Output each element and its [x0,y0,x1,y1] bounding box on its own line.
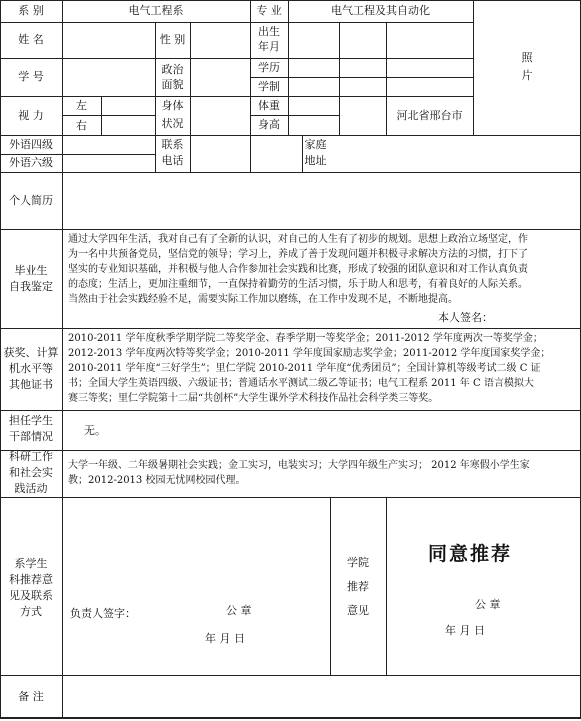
birth-label-line2: 年月 [258,40,280,53]
height-label: 身高 [258,118,280,131]
self-eval-text [68,232,576,307]
photo-label-line2: 片 [521,69,533,82]
rule [0,154,155,155]
research-text [68,458,576,488]
dept-value: 电气工程系 [128,4,184,17]
political-field[interactable] [191,59,250,96]
cadre-value: 无。 [84,424,106,437]
birth-label-line1: 出生 [258,25,280,38]
political-label-line1: 政治 [161,63,184,76]
vision-left-label: 左 [76,99,87,112]
awards-label-line1: 获奖、计算 [3,346,59,359]
political-label-line2: 面貌 [161,78,184,91]
college-recommend-label-line3: 意见 [347,604,369,617]
text-line: 2010-2011 学年度秋季学期学院二等奖学金、春季学期一等奖学金；2011-2012 学年度两次一等奖学金； [68,333,543,344]
awards-label-line3: 其他证书 [9,378,53,391]
dept-recommend-label-line4: 方式 [20,605,42,618]
vision-left-field[interactable] [102,97,155,115]
major-value: 电气工程及其自动化 [331,4,430,17]
awards-text [68,331,576,406]
rule [250,77,473,78]
seal-label-right: 公 章 [475,598,501,611]
dept-label: 系 别 [18,4,44,17]
name-field[interactable] [63,23,155,58]
resume-field[interactable] [63,173,580,229]
seal-label-left: 公 章 [226,604,252,617]
research-label-line2: 和社会实 [9,466,53,479]
date-label-left: 年 月 日 [205,632,245,645]
cadre-label-line1: 担任学生 [9,414,53,427]
signature-label: 本人签名： [438,311,493,324]
rule [0,450,581,451]
cet6-label: 外语六级 [9,156,53,169]
address-label-line1: 家庭 [304,138,327,151]
student-id-label: 学 号 [18,70,44,83]
text-line: 为一名中共预备党员，坚信党的领导；学习上，养成了善于发现问题并积极寻求解决方法的习惯，打下了 [68,249,528,260]
text-line: 的态度；生活上，更加注重细节，一直保持着勤劳的生活习惯，乐于助人和思考，有着良好的人际关系。 [68,279,528,290]
rule [0,96,473,97]
responsible-signature-label: 负责人签字： [70,607,136,620]
name-label: 姓 名 [18,33,44,46]
vision-right-field[interactable] [102,116,155,135]
remarks-label: 备 注 [18,690,44,703]
text-line: 教；2012-2013 校园无忧网校园代理。 [68,475,246,486]
text-line: 大学一年级、二年级暑期社会实践；金工实习，电装实习；大学四年级生产实习； 2012 年寒假小学生家 [68,460,530,471]
text-line: 当然由于社会实践经验不足，需要实际工作加以磨练，在工作中发现不足，不断地提高。 [68,294,458,305]
address-field[interactable] [330,136,580,172]
origin-value: 河北省邢台市 [396,109,463,122]
major-label: 专 业 [256,4,282,17]
phone-label-line1: 联系 [161,138,184,151]
dept-recommend-label-line1: 系学生 [14,557,48,570]
body-label-line1: 身体 [161,99,184,112]
rule [0,328,581,329]
cet4-label: 外语四级 [9,138,53,151]
text-line: 坚实的专业知识基础，并积极与他人合作参加社会实践和比赛，形成了较强的团队意识和对工作认真负责 [68,264,528,275]
schooling-label: 学制 [258,80,280,93]
phone-field[interactable] [191,136,302,172]
cadre-label-line2: 干部情况 [9,430,53,443]
rule [0,497,581,498]
awards-label-line2: 机水平等 [9,362,53,375]
college-recommend-stamp: 同意推荐 [428,543,513,565]
college-recommend-label-line2: 推荐 [347,580,369,593]
phone-label-line2: 电话 [161,154,184,167]
rule [250,115,339,116]
vision-label: 视 力 [18,109,44,122]
student-id-field[interactable] [63,59,155,96]
dept-recommend-label-line3: 见及联系 [9,589,53,602]
remarks-field[interactable] [63,676,580,717]
birth-field[interactable] [289,23,473,58]
text-line: 赛三等奖；里仁学院第十二届“共创杯”大学生课外学术科技作品社会科学类三等奖。 [68,393,439,404]
college-recommend-label-line1: 学院 [347,556,369,569]
date-label-right: 年 月 日 [445,624,485,637]
text-line: 通过大学四年生活，我对自己有了全新的认识，对自己的人生有了初步的规划。思想上政治立场坚定，作 [68,234,528,245]
gender-label: 性 别 [159,33,186,46]
education-label: 学历 [258,61,280,74]
weight-label: 体重 [258,99,280,112]
address-label-line2: 地址 [304,154,327,167]
rule [0,717,581,719]
self-eval-label-line1: 毕业生 [14,264,48,277]
gender-field[interactable] [191,23,250,58]
resume-label: 个人简历 [9,194,53,207]
rule [288,0,289,135]
body-label-line2: 状况 [161,117,184,130]
photo-label-line1: 照 [521,51,533,64]
vision-right-label: 右 [76,119,87,132]
dept-recommend-label-line2: 科推荐意 [9,573,53,586]
self-eval-label-line2: 自我鉴定 [9,280,53,293]
text-line: 书；全国大学生英语四级、六级证书；普通话水平测试二级乙等证书；电气工程系 2011 年 C 语言模拟大 [68,378,534,389]
text-line: 2010-2011 学年度“三好学生”；里仁学院 2010-2011 学年度“优秀团员”；全国计算机等级考试二级 C 证 [68,363,541,374]
rule [386,497,387,675]
text-line: 2012-2013 学年度两次特等奖学金；2010-2011 学年度国家励志奖学金；2011-2012 学年度国家奖学金； [68,348,551,359]
rule [0,229,581,230]
research-label-line3: 践活动 [14,482,48,495]
rule [0,410,581,411]
research-label-line1: 科研工作 [9,450,53,463]
